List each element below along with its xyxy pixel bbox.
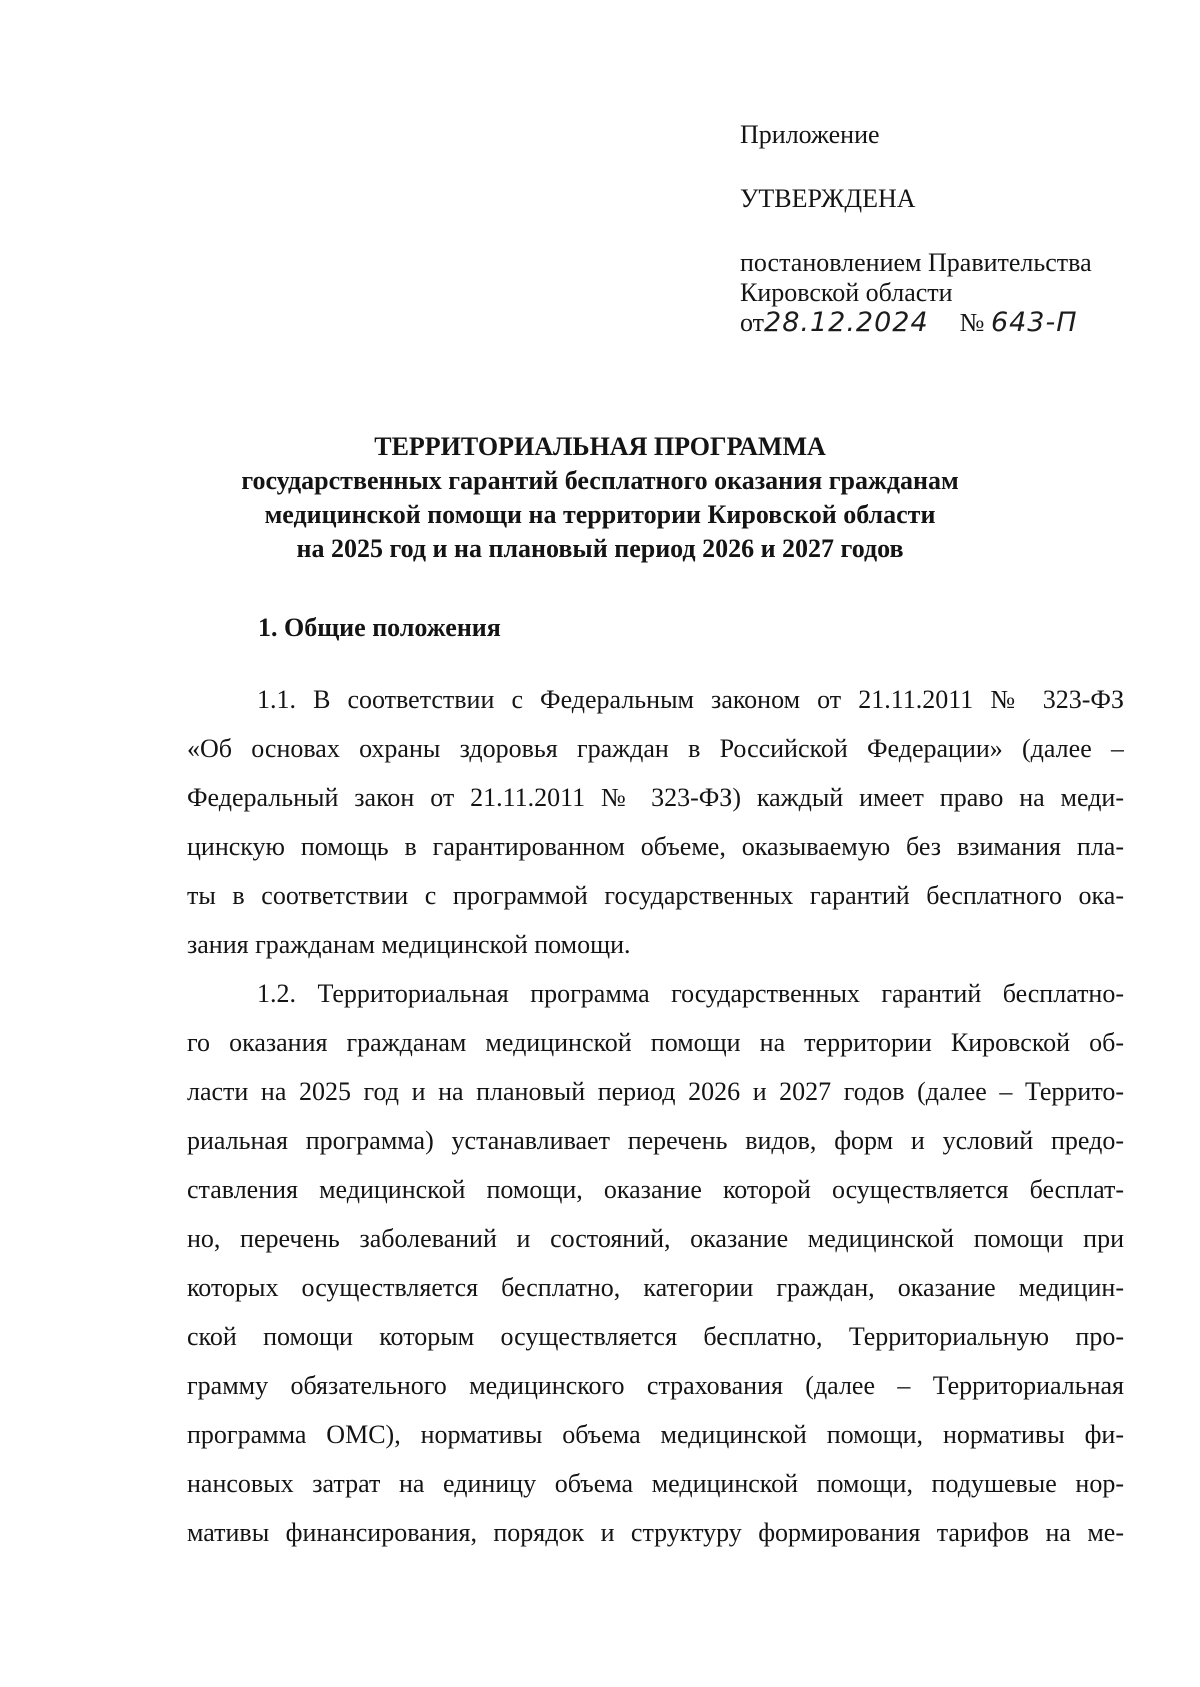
handwritten-date: 28.12.2024 xyxy=(764,307,929,338)
text-line: ласти на 2025 год и на плановый период 2026 и 2027 годов (далее – Террито- xyxy=(187,1077,1124,1106)
text-line: 1.1. В соответствии с Федеральным законом от 21.11.2011 № 323-ФЗ xyxy=(257,685,1124,714)
text-line: но, перечень заболеваний и состояний, оказание медицинской помощи при xyxy=(187,1224,1124,1253)
text-line: го оказания гражданам медицинской помощи на территории Кировской об- xyxy=(187,1028,1124,1057)
text-line: Федеральный закон от 21.11.2011 № 323-ФЗ) каждый имеет право на меди- xyxy=(187,783,1124,812)
appendix-label: Приложение xyxy=(740,120,880,149)
decree-line-1: постановлением Правительства xyxy=(740,248,1092,277)
section-heading: 1. Общие положения xyxy=(258,613,501,642)
date-prefix: от xyxy=(740,308,765,337)
text-line: ской помощи которым осуществляется бесплатно, Территориальную про- xyxy=(187,1322,1124,1351)
text-line: нансовых затрат на единицу объема медицинской помощи, подушевые нор- xyxy=(187,1469,1124,1498)
approved-label: УТВЕРЖДЕНА xyxy=(740,184,916,213)
text-line: «Об основах охраны здоровья граждан в Российской Федерации» (далее – xyxy=(187,734,1124,763)
title-line-4: на 2025 год и на плановый период 2026 и 2027 годов xyxy=(296,534,904,563)
decree-line-2: Кировской области xyxy=(740,278,953,307)
text-line: программа ОМС), нормативы объема медицинской помощи, нормативы фи- xyxy=(187,1420,1124,1449)
text-line: ставления медицинской помощи, оказание которой осуществляется бесплат- xyxy=(187,1175,1124,1204)
document-title xyxy=(150,430,1050,566)
paragraph-1-2 xyxy=(187,969,1124,1557)
title-line-2: государственных гарантий бесплатного оказания гражданам xyxy=(241,466,959,495)
body-text xyxy=(187,675,1124,1557)
title-main: ТЕРРИТОРИАЛЬНАЯ ПРОГРАММА xyxy=(374,432,826,461)
approval-block xyxy=(740,120,1160,338)
text-line: грамму обязательного медицинского страхования (далее – Территориальная xyxy=(187,1371,1124,1400)
number-prefix: № xyxy=(959,308,985,337)
text-line: 1.2. Территориальная программа государственных гарантий бесплатно- xyxy=(257,979,1124,1008)
text-line: мативы финансирования, порядок и структуру формирования тарифов на ме- xyxy=(187,1518,1124,1547)
paragraph-1-1 xyxy=(187,675,1124,969)
text-line: цинскую помощь в гарантированном объеме, оказываемую без взимания пла- xyxy=(187,832,1124,861)
decree-date-number-row xyxy=(740,308,1160,338)
text-line: которых осуществляется бесплатно, категории граждан, оказание медицин- xyxy=(187,1273,1124,1302)
handwritten-number: 643-П xyxy=(990,307,1078,338)
text-line: ты в соответствии с программой государственных гарантий бесплатного ока- xyxy=(187,881,1124,910)
text-line: зания гражданам медицинской помощи. xyxy=(187,930,631,959)
title-line-3: медицинской помощи на территории Кировской области xyxy=(264,500,936,529)
text-line: риальная программа) устанавливает перечень видов, форм и условий предо- xyxy=(187,1126,1124,1155)
